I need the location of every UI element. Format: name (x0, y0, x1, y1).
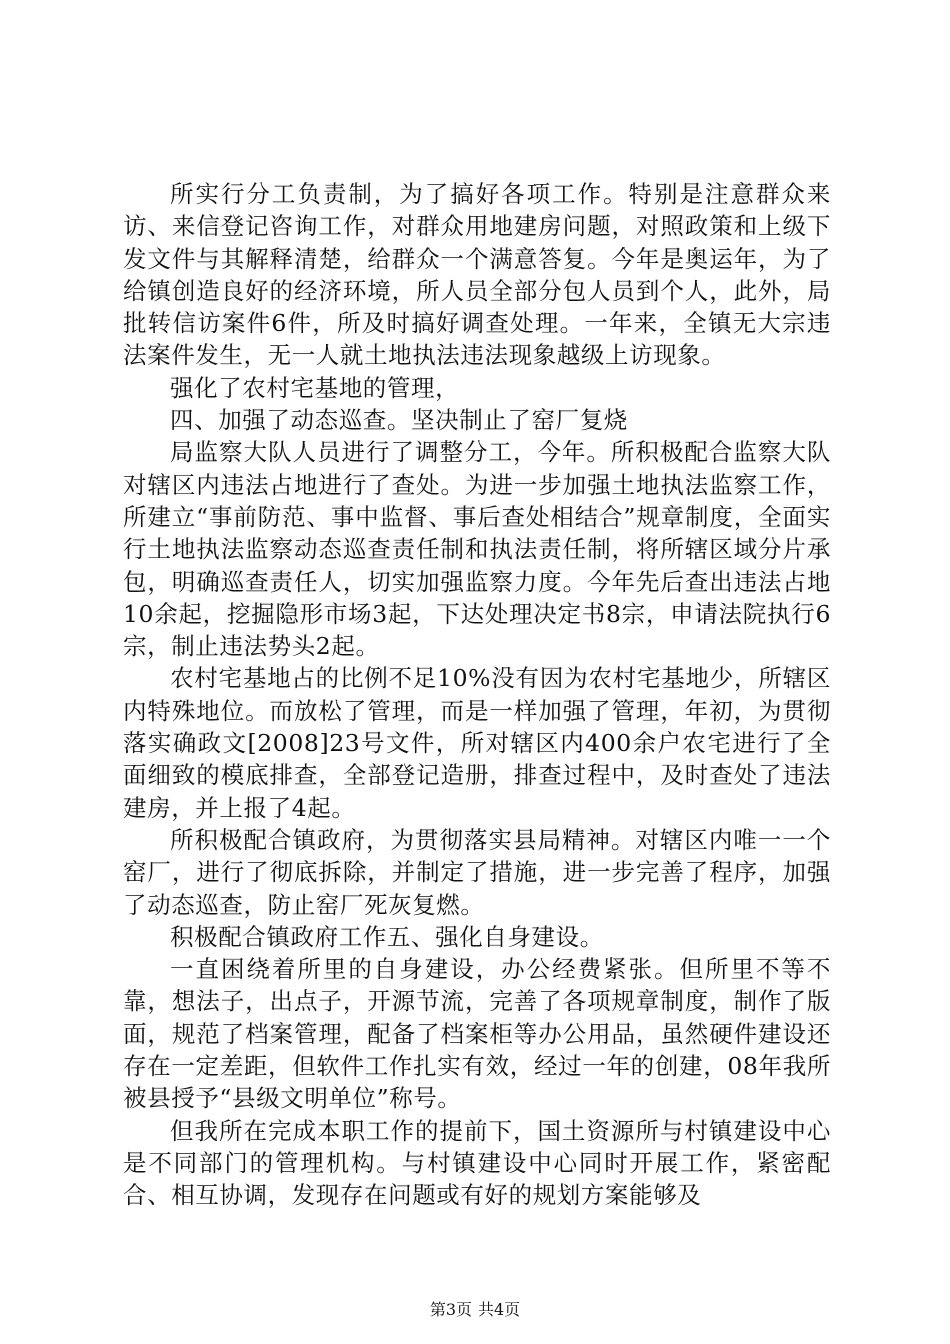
page-number: 第3页 (429, 1300, 472, 1319)
paragraph: 强化了农村宅基地的管理， (170, 373, 460, 402)
paragraph: 局监察大队人员进行了调整分工，今年。所积极配合监察大队对辖区内违法占地进行了查处。为进一步加强土地执法监察工作，所建立“事前防范、事中监督、事后查处相结合”规章制度，全面实行土地执法监察动态巡查责任制和执法责任制，将所辖区域分片承包，明确巡查责任人，切实加强监察力度。今年先后查出违法占地10余起，挖掘隐形市场3起，下达处理决定书8宗，申请法院执行6宗，制止违法势头2起。 (123, 438, 831, 661)
document-body (123, 178, 831, 1212)
paragraph: 但我所在完成本职工作的提前下，国土资源所与村镇建设中心是不同部门的管理机构。与村镇建设中心同时开展工作，紧密配合、相互协调，发现存在问题或有好的规划方案能够及 (123, 1116, 831, 1210)
paragraph: 四、加强了动态巡查。坚决制止了窑厂复烧 (170, 406, 628, 435)
paragraph: 所实行分工负责制，为了搞好各项工作。特别是注意群众来访、来信登记咨询工作，对群众用地建房问题，对照政策和上级下发文件与其解释清楚，给群众一个满意答复。今年是奥运年，为了给镇创造良好的经济环境，所人员全部分包人员到个人，此外，局批转信访案件6件，所及时搞好调查处理。一年来，全镇无大宗违法案件发生，无一人就土地执法违法现象越级上访现象。 (123, 180, 831, 370)
paragraph: 所积极配合镇政府，为贯彻落实县局精神。对辖区内唯一一个窑厂，进行了彻底拆除，并制定了措施，进一步完善了程序，加强了动态巡查，防止窑厂死灰复燃。 (123, 825, 831, 919)
paragraph: 一直困绕着所里的自身建设，办公经费紧张。但所里不等不靠，想法子，出点子，开源节流，完善了各项规章制度，制作了版面，规范了档案管理，配备了档案柜等办公用品，虽然硬件建设还存在一定差距，但软件工作扎实有效，经过一年的创建，08年我所被县授予“县级文明单位”称号。 (123, 955, 831, 1113)
page-total: 共4页 (478, 1300, 521, 1319)
paragraph: 农村宅基地占的比例不足10%没有因为农村宅基地少，所辖区内特殊地位。而放松了管理，而是一样加强了管理，年初，为贯彻落实确政文[2008]23号文件，所对辖区内400余户农宅进行了全面细致的模底排查，全部登记造册，排查过程中，及时查处了违法建房，并上报了4起。 (123, 664, 831, 822)
page-footer (0, 1300, 950, 1320)
paragraph: 积极配合镇政府工作五、强化自身建设。 (170, 922, 604, 951)
